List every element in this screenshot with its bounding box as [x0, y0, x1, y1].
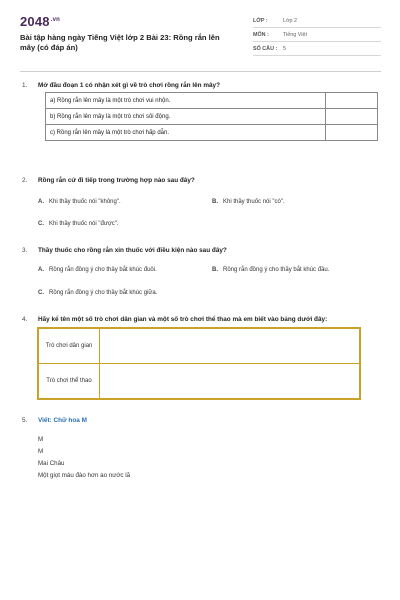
choice-c[interactable]	[38, 290, 157, 296]
option-a: a) Rồng rắn lên mây là một trò chơi vui nhộn.	[46, 93, 326, 109]
table-row	[38, 364, 360, 400]
choice-text: Khi thầy thuốc nói "được".	[49, 221, 119, 227]
meta-value: Lớp 2	[283, 18, 298, 24]
question-text: Mở đầu đoạn 1 có nhận xét gì về trò chơi rồng rắn lên mây?	[38, 82, 221, 89]
meta-key: LỚP :	[253, 18, 268, 24]
logo-text: 2048	[20, 14, 50, 29]
choice-text: Khi thầy thuốc nói "có".	[223, 199, 285, 205]
question-text: Thầy thuốc cho rồng rắn xin thuốc với điều kiện nào sau đây?	[38, 247, 227, 254]
q1-options-table	[45, 92, 378, 141]
header-divider	[20, 71, 381, 72]
answer-cell[interactable]	[100, 364, 361, 400]
meta-value: 5	[283, 46, 286, 52]
option-b: b) Rồng rắn lên mây là một trò chơi sôi động.	[46, 109, 326, 125]
question-number: 5.	[22, 417, 28, 424]
question-2	[22, 177, 195, 184]
choice-a[interactable]	[38, 199, 121, 205]
meta-value: Tiếng Việt	[283, 32, 307, 38]
table-row	[46, 93, 378, 109]
page-title: Bài tập hàng ngày Tiếng Việt lớp 2 Bài 23: Rồng rắn lên mây (có đáp án)	[20, 33, 220, 52]
answer-cell[interactable]	[100, 328, 361, 364]
question-text[interactable]: Viết: Chữ hoa M	[38, 417, 87, 424]
site-logo[interactable]	[20, 14, 60, 29]
choice-label: C.	[38, 290, 44, 296]
choice-label: A.	[38, 267, 44, 273]
choice-text: Khi thầy thuốc nói "không".	[49, 199, 121, 205]
question-1	[22, 82, 220, 89]
writing-line: M	[38, 436, 44, 443]
choice-b[interactable]	[212, 267, 329, 273]
row-header-sports-games: Trò chơi thể thao	[38, 364, 100, 400]
writing-line: Một giọt máu đào hơn ao nước lã	[38, 472, 131, 479]
option-c: c) Rồng rắn lên mây là một trò chơi hấp dẫn.	[46, 125, 326, 141]
logo-tld: .vn	[50, 16, 61, 23]
writing-line: Mai Châu	[38, 460, 65, 467]
meta-key: SỐ CÂU :	[253, 46, 278, 52]
answer-cell[interactable]	[326, 109, 378, 125]
meta-row-count	[253, 43, 381, 56]
choice-label: C.	[38, 221, 44, 227]
question-4	[22, 316, 327, 323]
meta-row-grade	[253, 15, 381, 28]
choice-label: A.	[38, 199, 44, 205]
question-3	[22, 247, 227, 254]
question-5	[22, 417, 87, 424]
choice-text: Rồng rắn đồng ý cho thầy bắt khúc đầu.	[223, 267, 330, 273]
answer-cell[interactable]	[326, 93, 378, 109]
choice-label: B.	[212, 267, 218, 273]
choice-text: Rồng rắn đồng ý cho thầy bắt khúc đuôi.	[49, 267, 157, 273]
question-text: Rồng rắn cứ đi tiếp trong trường hợp nào sau đây?	[38, 177, 195, 184]
table-row	[46, 125, 378, 141]
question-number: 4.	[22, 316, 28, 323]
choice-b[interactable]	[212, 199, 285, 205]
table-row	[46, 109, 378, 125]
choice-a[interactable]	[38, 267, 157, 273]
meta-row-subject	[253, 29, 381, 42]
meta-key: MÔN :	[253, 32, 269, 38]
row-header-folk-games: Trò chơi dân gian	[38, 328, 100, 364]
choice-text: Rồng rắn đồng ý cho thầy bắt khúc giữa.	[49, 290, 158, 296]
choice-c[interactable]	[38, 221, 119, 227]
question-number: 3.	[22, 247, 28, 254]
answer-cell[interactable]	[326, 125, 378, 141]
table-row	[38, 328, 360, 364]
question-number: 1.	[22, 82, 28, 89]
choice-label: B.	[212, 199, 218, 205]
question-text: Hãy kể tên một số trò chơi dân gian và một số trò chơi thể thao mà em biết vào bảng dưới đây:	[38, 316, 328, 323]
games-table	[37, 327, 361, 400]
writing-line: M	[38, 448, 44, 455]
question-number: 2.	[22, 177, 28, 184]
